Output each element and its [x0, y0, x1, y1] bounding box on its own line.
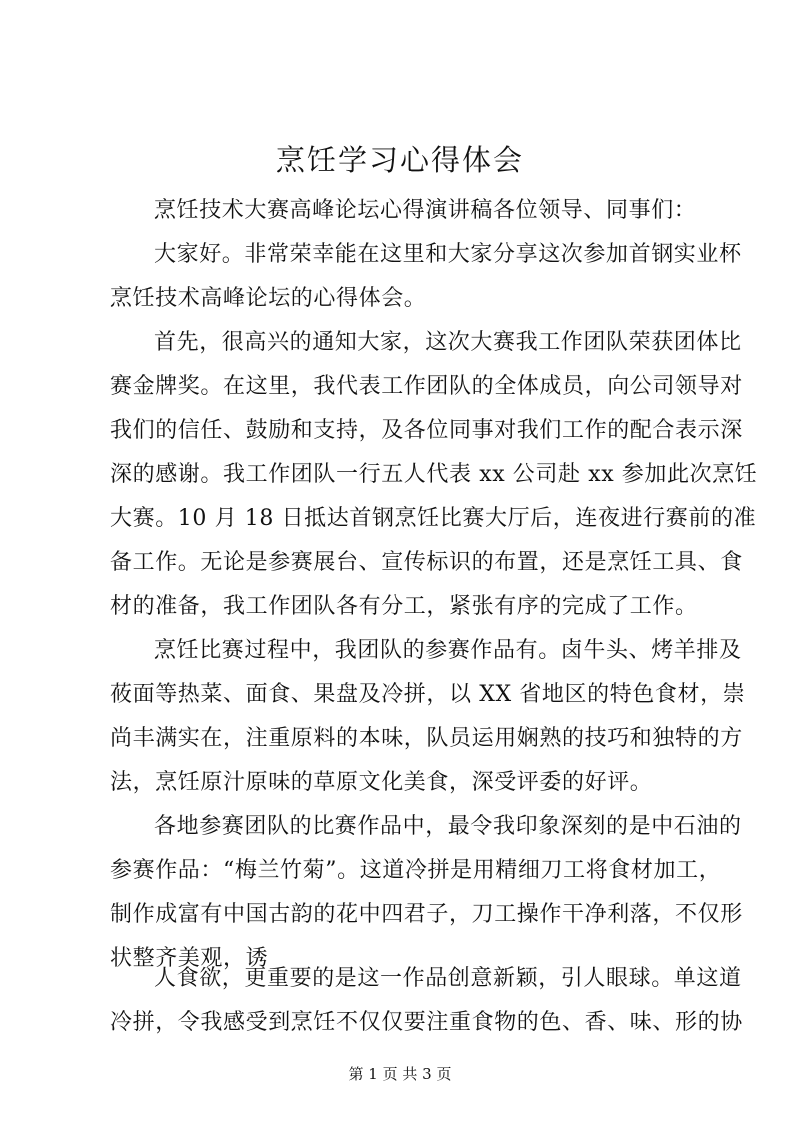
body-line: 深的感谢。我工作团队一行五人代表 xx 公司赴 xx 参加此次烹饪: [110, 462, 758, 487]
body-line: 大赛。10 月 18 日抵达首钢烹饪比赛大厅后，连夜进行赛前的准: [110, 506, 757, 531]
body-line: 烹饪技术高峰论坛的心得体会。: [110, 286, 427, 311]
body-line: 法，烹饪原汁原味的草原文化美食，深受评委的好评。: [110, 770, 653, 795]
body-line: 参赛作品：“梅兰竹菊”。这道冷拼是用精细刀工将食材加工，: [110, 858, 722, 883]
document-title: 烹饪学习心得体会: [275, 143, 524, 177]
body-line: 烹饪技术大赛高峰论坛心得演讲稿各位领导、同事们：: [154, 198, 697, 223]
body-line: 冷拼，令我感受到烹饪不仅仅要注重食物的色、香、味、形的协: [110, 1010, 743, 1035]
body-line: 人食欲，更重要的是这一作品创意新颖，引人眼球。单这道: [154, 966, 742, 991]
body-line: 大家好。非常荣幸能在这里和大家分享这次参加首钢实业杯: [154, 242, 742, 267]
body-line: 尚丰满实在，注重原料的本味，队员运用娴熟的技巧和独特的方: [110, 726, 743, 751]
page-number: 第 1 页 共 3 页: [348, 1065, 452, 1083]
body-line: 各地参赛团队的比赛作品中，最令我印象深刻的是中石油的: [154, 814, 742, 839]
body-line: 赛金牌奖。在这里，我代表工作团队的全体成员，向公司领导对: [110, 374, 743, 399]
body-line: 备工作。无论是参赛展台、宣传标识的布置，还是烹饪工具、食: [110, 550, 743, 575]
body-line: 制作成富有中国古韵的花中四君子，刀工操作干净利落，不仅形: [110, 902, 743, 927]
body-line: 材的准备，我工作团队各有分工，紧张有序的完成了工作。: [110, 594, 698, 619]
body-line: 首先，很高兴的通知大家，这次大赛我工作团队荣获团体比: [154, 330, 742, 355]
body-line: 莜面等热菜、面食、果盘及冷拼，以 XX 省地区的特色食材，崇: [110, 682, 746, 707]
body-line: 烹饪比赛过程中，我团队的参赛作品有。卤牛头、烤羊排及: [154, 638, 742, 663]
body-line: 状整齐美观，诱: [110, 946, 269, 971]
body-line: 我们的信任、鼓励和支持，及各位同事对我们工作的配合表示深: [110, 418, 743, 443]
